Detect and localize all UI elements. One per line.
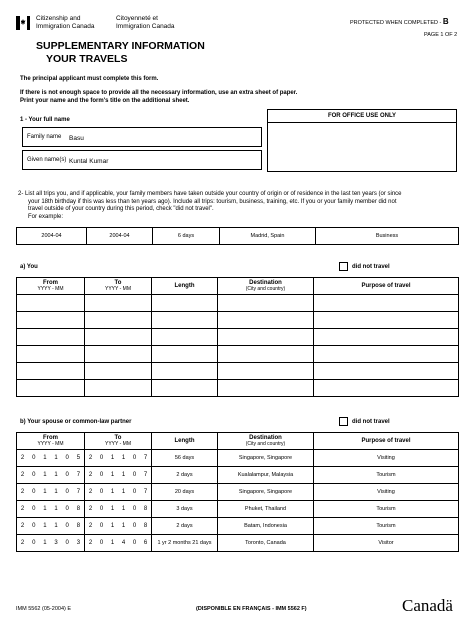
instruction-principal: The principal applicant must complete this form.: [20, 76, 159, 82]
cell-purpose[interactable]: Visitor: [314, 535, 459, 552]
col-to-format: YYYY - MM: [104, 441, 132, 447]
digit-box: 0: [132, 489, 137, 495]
form-title: [36, 40, 205, 66]
col-to-label: To: [114, 280, 122, 286]
cell-from-digits: [17, 540, 84, 546]
table-row[interactable]: [17, 329, 459, 346]
col-from-format: YYYY - MM: [37, 441, 64, 447]
digit-box: 7: [143, 472, 148, 478]
col-from: [17, 278, 85, 295]
table-row[interactable]: [17, 518, 459, 535]
col-purpose: Purpose of travel: [314, 433, 459, 450]
table-row[interactable]: [17, 535, 459, 552]
canada-flag-icon: [16, 16, 30, 30]
digit-box: 0: [65, 489, 69, 495]
table-row[interactable]: [17, 295, 459, 312]
protected-text: PROTECTED WHEN COMPLETED -: [350, 20, 442, 26]
digit-box: 1: [110, 472, 115, 478]
example-destination: Madrid, Spain: [220, 228, 316, 245]
cell-to[interactable]: [85, 501, 152, 518]
digit-box: 2: [88, 472, 93, 478]
col-destination-label: Destination: [249, 435, 282, 441]
cell-purpose[interactable]: Tourism: [314, 467, 459, 484]
instruction-print-name: Print your name and the form's title on the additional sheet.: [20, 98, 190, 104]
cell-purpose[interactable]: Tourism: [314, 518, 459, 535]
digit-box: 0: [32, 540, 36, 546]
cell-from[interactable]: [17, 450, 85, 467]
digit-box: 2: [20, 455, 25, 461]
cell-to-digits: [85, 540, 151, 546]
digit-box: 7: [76, 489, 81, 495]
col-destination: [218, 278, 314, 295]
digit-box: 4: [121, 540, 126, 546]
cell-to[interactable]: [85, 450, 152, 467]
cell-destination[interactable]: Singapore, Singapore: [218, 450, 314, 467]
example-row: [17, 228, 459, 245]
digit-box: 5: [76, 455, 81, 461]
title-line1: SUPPLEMENTARY INFORMATION: [36, 40, 205, 52]
cell-from[interactable]: [17, 467, 85, 484]
digit-box: 1: [110, 540, 115, 546]
cell-length[interactable]: 1 yr 2 months 21 days: [152, 535, 218, 552]
cell-destination[interactable]: Phuket, Thailand: [218, 501, 314, 518]
given-name-value: Kuntal Kumar: [69, 158, 109, 165]
cell-from[interactable]: [17, 518, 85, 535]
digit-box: 0: [65, 523, 69, 529]
cell-to-digits: [85, 455, 151, 461]
cell-from[interactable]: [17, 535, 85, 552]
digit-box: 0: [132, 540, 137, 546]
digit-box: 1: [110, 506, 115, 512]
part-a-did-not-travel-checkbox[interactable]: [339, 262, 348, 271]
digit-box: 1: [54, 455, 58, 461]
dept-fr-line2: Immigration Canada: [116, 23, 175, 30]
table-row[interactable]: [17, 484, 459, 501]
travel-table-spouse-header: [17, 433, 459, 450]
family-name-value: Basu: [69, 135, 84, 142]
cell-from-digits: [17, 506, 84, 512]
cell-to[interactable]: [85, 467, 152, 484]
digit-box: 0: [65, 455, 69, 461]
cell-from-digits: [17, 489, 84, 495]
cell-from[interactable]: [17, 501, 85, 518]
col-length: Length: [152, 433, 218, 450]
section2-instructions: [18, 191, 458, 221]
given-name-label: Given name(s): [27, 157, 67, 163]
digit-box: 2: [88, 506, 93, 512]
digit-box: 3: [54, 540, 58, 546]
canada-wordmark: Canadä: [402, 596, 453, 615]
digit-box: 0: [32, 489, 36, 495]
cell-length[interactable]: 2 days: [152, 467, 218, 484]
table-row[interactable]: [17, 346, 459, 363]
instruction-extra-sheet: If there is not enough space to provide all the necessary information, use an extra sheet of paper.: [20, 90, 298, 96]
section2-text4: For example:: [28, 213, 64, 220]
digit-box: 8: [76, 523, 81, 529]
digit-box: 0: [65, 506, 69, 512]
digit-box: 1: [121, 455, 126, 461]
digit-box: 6: [143, 540, 148, 546]
digit-box: 0: [99, 506, 104, 512]
cell-purpose[interactable]: Tourism: [314, 501, 459, 518]
col-from-label: From: [43, 280, 58, 286]
digit-box: 0: [65, 540, 69, 546]
french-version-note: (DISPONIBLE EN FRANÇAIS - IMM 5562 F): [196, 606, 307, 612]
part-a-did-not-travel-label: did not travel: [352, 264, 390, 270]
digit-box: 1: [121, 472, 126, 478]
form-code: IMM 5562 (05-2004) E: [16, 606, 72, 612]
department-name-en: [36, 15, 95, 31]
digit-box: 0: [99, 472, 104, 478]
digit-box: 2: [20, 489, 25, 495]
example-to: 2004-04: [87, 228, 153, 245]
cell-length[interactable]: 20 days: [152, 484, 218, 501]
digit-box: 1: [54, 489, 58, 495]
office-use-box: [267, 109, 457, 172]
table-row[interactable]: [17, 380, 459, 397]
digit-box: 2: [20, 472, 25, 478]
example-purpose: Business: [316, 228, 459, 245]
col-destination: [218, 433, 314, 450]
digit-box: 7: [143, 455, 148, 461]
digit-box: 1: [54, 472, 58, 478]
page-number: PAGE 1 OF 2: [424, 32, 458, 38]
cell-destination[interactable]: Toronto, Canada: [218, 535, 314, 552]
dept-fr-line1: Citoyenneté et: [116, 15, 158, 22]
part-b-label: b) Your spouse or common-law partner: [20, 419, 132, 425]
col-purpose: Purpose of travel: [314, 278, 459, 295]
cell-length[interactable]: 2 days: [152, 518, 218, 535]
digit-box: 1: [43, 489, 47, 495]
travel-table-spouse: [16, 432, 459, 552]
cell-from-digits: [17, 455, 84, 461]
cell-to-digits: [85, 523, 151, 529]
digit-box: 7: [143, 489, 148, 495]
digit-box: 2: [88, 523, 93, 529]
col-from-format: YYYY - MM: [37, 286, 64, 292]
protected-code: B: [442, 17, 449, 26]
digit-box: 1: [110, 455, 115, 461]
cell-length[interactable]: 3 days: [152, 501, 218, 518]
table-row[interactable]: [17, 312, 459, 329]
example-table: [16, 227, 459, 245]
digit-box: 1: [43, 540, 47, 546]
col-length: Length: [152, 278, 218, 295]
digit-box: 0: [99, 540, 104, 546]
office-use-label: FOR OFFICE USE ONLY: [268, 110, 456, 123]
digit-box: 1: [121, 489, 126, 495]
col-to: [85, 278, 152, 295]
digit-box: 8: [143, 506, 148, 512]
digit-box: 0: [99, 455, 104, 461]
given-name-field[interactable]: [22, 150, 262, 170]
section2-text2: your 18th birthday if this was less than ten years ago). Include all trips: tourism, business, training, etc. If you or your family member did not: [28, 198, 397, 205]
family-name-label: Family name: [27, 134, 62, 140]
col-to-format: YYYY - MM: [104, 286, 132, 292]
digit-box: 2: [20, 506, 25, 512]
digit-box: 1: [43, 455, 47, 461]
digit-box: 7: [76, 472, 81, 478]
digit-box: 1: [121, 506, 126, 512]
cell-purpose[interactable]: Visiting: [314, 484, 459, 501]
digit-box: 1: [110, 523, 115, 529]
part-b-did-not-travel-label: did not travel: [352, 419, 390, 425]
cell-from-digits: [17, 472, 84, 478]
dept-en-line2: Immigration Canada: [36, 23, 95, 30]
digit-box: 0: [32, 455, 36, 461]
col-destination-sub: (City and country): [245, 286, 286, 292]
section2-text1: 2- List all trips you, and if applicable, your family members have taken outside your country of origin or of residence in the last ten years (or since: [18, 191, 402, 197]
family-name-field[interactable]: [22, 127, 262, 147]
digit-box: 0: [132, 455, 137, 461]
part-b-did-not-travel-checkbox[interactable]: [339, 417, 348, 426]
table-row[interactable]: [17, 363, 459, 380]
example-length: 6 days: [153, 228, 220, 245]
digit-box: 2: [88, 540, 93, 546]
col-from-label: From: [43, 435, 58, 441]
travel-table-you: [16, 277, 459, 397]
cell-to-digits: [85, 489, 151, 495]
cell-destination[interactable]: Kualalampur, Malaysia: [218, 467, 314, 484]
digit-box: 0: [65, 472, 69, 478]
cell-length[interactable]: 56 days: [152, 450, 218, 467]
digit-box: 0: [132, 472, 137, 478]
cell-from[interactable]: [17, 484, 85, 501]
digit-box: 0: [32, 472, 36, 478]
digit-box: 8: [76, 506, 81, 512]
table-row[interactable]: [17, 501, 459, 518]
digit-box: 2: [20, 540, 25, 546]
digit-box: 0: [132, 506, 137, 512]
section1-label: 1 - Your full name: [20, 117, 70, 123]
digit-box: 3: [76, 540, 81, 546]
digit-box: 1: [54, 523, 58, 529]
protected-notice: [350, 17, 449, 26]
cell-destination[interactable]: Singapore, Singapore: [218, 484, 314, 501]
col-destination-sub: (City and country): [245, 441, 286, 447]
section2-text3: travel outside of your country during this period, check "did not travel".: [28, 206, 214, 212]
cell-from-digits: [17, 523, 84, 529]
digit-box: 0: [99, 489, 104, 495]
digit-box: 1: [43, 523, 47, 529]
cell-to[interactable]: [85, 518, 152, 535]
col-to: [85, 433, 152, 450]
part-a-label: a) You: [20, 264, 38, 270]
digit-box: 2: [88, 455, 93, 461]
col-from: [17, 433, 85, 450]
table-row[interactable]: [17, 450, 459, 467]
table-row[interactable]: [17, 467, 459, 484]
cell-destination[interactable]: Batam, Indonesia: [218, 518, 314, 535]
travel-table-you-header: [17, 278, 459, 295]
digit-box: 0: [132, 523, 137, 529]
digit-box: 1: [43, 506, 47, 512]
dept-en-line1: Citizenship and: [36, 15, 81, 22]
digit-box: 0: [32, 506, 36, 512]
cell-purpose[interactable]: Visiting: [314, 450, 459, 467]
digit-box: 1: [121, 523, 126, 529]
digit-box: 2: [20, 523, 25, 529]
title-line2: YOUR TRAVELS: [46, 53, 128, 65]
col-to-label: To: [114, 435, 122, 441]
digit-box: 1: [43, 472, 47, 478]
example-from: 2004-04: [17, 228, 87, 245]
digit-box: 2: [88, 489, 93, 495]
department-name-fr: [116, 15, 175, 31]
digit-box: 1: [110, 489, 115, 495]
cell-to[interactable]: [85, 535, 152, 552]
cell-to-digits: [85, 472, 151, 478]
digit-box: 8: [143, 523, 148, 529]
digit-box: 1: [54, 506, 58, 512]
digit-box: 0: [32, 523, 36, 529]
col-destination-label: Destination: [249, 280, 282, 286]
cell-to[interactable]: [85, 484, 152, 501]
cell-to-digits: [85, 506, 151, 512]
digit-box: 0: [99, 523, 104, 529]
